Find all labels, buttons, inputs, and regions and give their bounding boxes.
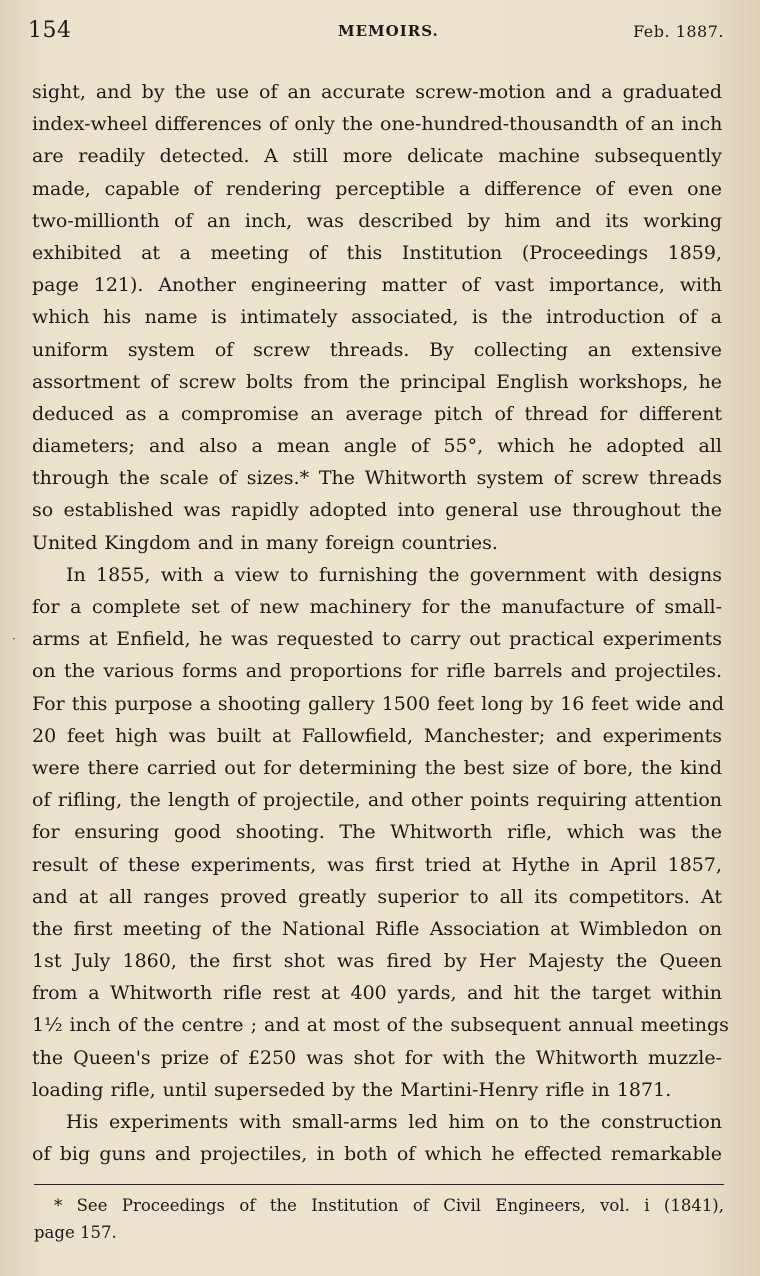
text-line: were there carried out for determining the best size of bore, the kind (32, 756, 722, 779)
header-date: Feb. 1887. (633, 22, 724, 41)
text-line: index-wheel differences of only the one-hundred-thousandth of an inch (32, 113, 723, 136)
text-line: result of these experiments, was first tried at Hythe in April 1857, (32, 853, 722, 876)
footnote (34, 1192, 724, 1246)
text-line: are readily detected. A still more delicate machine subsequently (32, 145, 722, 168)
paragraph-end-line: United Kingdom and in many foreign countries. (32, 531, 498, 554)
paragraph-first-line: In 1855, with a view to furnishing the government with designs (66, 563, 722, 586)
text-line: for a complete set of new machinery for the manufacture of small- (32, 596, 722, 618)
text-line: 1st July 1860, the first shot was fired by Her Majesty the Queen (32, 950, 722, 973)
text-line: from a Whitworth rifle rest at 400 yards, and hit the target within (32, 982, 722, 1005)
text-line: diameters; and also a mean angle of 55°, which he adopted all (32, 435, 722, 458)
text-line: for ensuring good shooting. The Whitworth rifle, which was the (32, 821, 722, 844)
paragraph-first-line: His experiments with small-arms led him on to the construction (66, 1111, 722, 1133)
text-line: and at all ranges proved greatly superior to all its competitors. At (32, 885, 722, 908)
running-header (28, 18, 724, 48)
paragraph-end-line: loading rifle, until superseded by the Martini-Henry rifle in 1871. (32, 1078, 672, 1101)
page-number: 154 (28, 18, 72, 43)
text-line: exhibited at a meeting of this Institution (Proceedings 1859, (32, 241, 722, 264)
section-title: MEMOIRS. (338, 22, 439, 40)
footnote-line: * See Proceedings of the Institution of Civil Engineers, vol. i (1841), (54, 1196, 724, 1215)
text-line: so established was rapidly adopted into general use throughout the (32, 499, 722, 522)
body-text (32, 76, 729, 1170)
text-line: For this purpose a shooting gallery 1500 feet long by 16 feet wide and (32, 692, 725, 715)
text-line: through the scale of sizes.* The Whitworth system of screw threads (32, 467, 722, 490)
text-line: 20 feet high was built at Fallowfield, Manchester; and experiments (32, 724, 722, 747)
text-line: two-millionth of an inch, was described by him and its working (32, 209, 722, 232)
text-line: of big guns and projectiles, in both of which he effected remarkable (32, 1143, 722, 1166)
footnote-line: page 157. (34, 1223, 117, 1242)
text-line: on the various forms and proportions for rifle barrels and projectiles. (32, 660, 722, 683)
text-line: which his name is intimately associated, is the introduction of a (32, 306, 722, 329)
footnote-divider (34, 1184, 724, 1185)
text-line: deduced as a compromise an average pitch of thread for different (32, 402, 722, 425)
text-line: assortment of screw bolts from the principal English workshops, he (32, 370, 722, 393)
margin-mark: · (12, 632, 16, 646)
text-line: uniform system of screw threads. By collecting an extensive (32, 338, 722, 361)
text-line: the Queen's prize of £250 was shot for with the Whitworth muzzle- (32, 1046, 722, 1069)
text-line: arms at Enfield, he was requested to carry out practical experiments (32, 628, 722, 651)
text-line: the first meeting of the National Rifle Association at Wimbledon on (32, 917, 722, 940)
text-line: sight, and by the use of an accurate screw-motion and a graduated (32, 81, 722, 103)
text-line: made, capable of rendering perceptible a difference of even one (32, 177, 722, 200)
text-line: of rifling, the length of projectile, and other points requiring attention (32, 789, 722, 812)
text-line: page 121). Another engineering matter of vast importance, with (32, 274, 722, 297)
text-line: 1½ inch of the centre ; and at most of the subsequent annual meetings (32, 1014, 729, 1037)
